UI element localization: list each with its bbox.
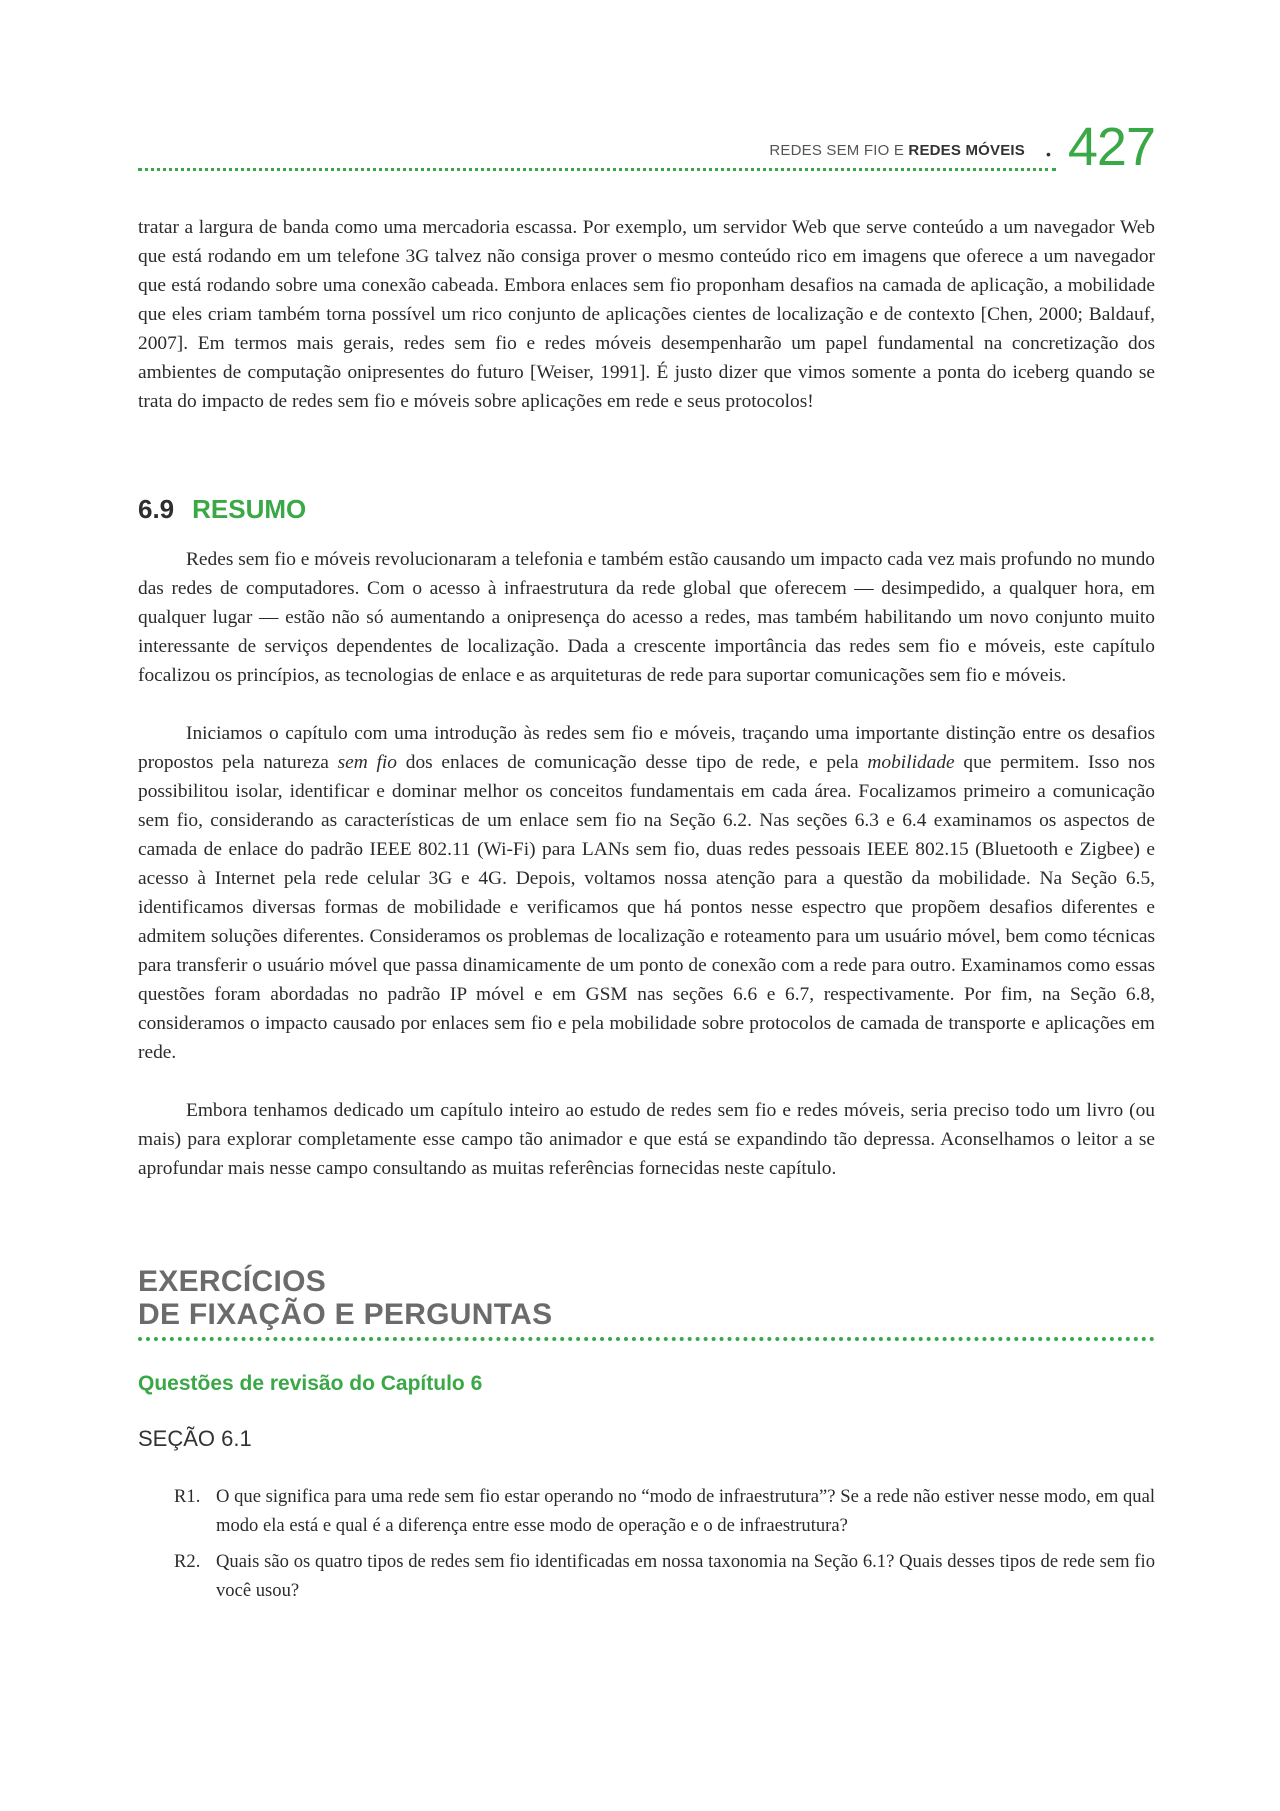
question-text: O que significa para uma rede sem fio estar operando no “modo de infraestrutura”? Se a rede não estiver nesse modo, em qual modo ela está e qual é a diferença entre esse modo de operação e o de infraestrutura?	[216, 1486, 1155, 1536]
summary-paragraph-1: Redes sem fio e móveis revolucionaram a telefonia e também estão causando um impacto cada vez mais profundo no mundo das redes de computadores. Com o acesso à infraestrutura da rede global que oferecem — desimpedido, a qualquer hora, em qualquer lugar — estão não só aumentando a onipresença do acesso a redes, mas também habilitando um novo conjunto muito interessante de serviços dependentes de localização. Dada a crescente importância das redes sem fio e móveis, este capítulo focalizou os princípios, as tecnologias de enlace e as arquiteturas de rede para suportar comunicações sem fio e móveis.	[138, 549, 1155, 686]
running-header	[138, 117, 1155, 177]
header-bullet: •	[1046, 146, 1051, 162]
exercises-dotted-rule	[138, 1337, 1155, 1341]
question-text: Quais são os quatro tipos de redes sem fio identificadas em nossa taxonomia na Seção 6.1? Quais desses tipos de rede sem fio você usou?	[216, 1551, 1155, 1601]
section-title: RESUMO	[192, 494, 307, 524]
chapter-title-bold: REDES MÓVEIS	[908, 142, 1025, 159]
section-heading-summary	[138, 494, 306, 525]
summary-paragraph-2-part-2: dos enlaces de comunicação desse tipo de rede, e pela	[397, 752, 868, 773]
summary-paragraph-3: Embora tenhamos dedicado um capítulo inteiro ao estudo de redes sem fio e redes móveis, seria preciso todo um livro (ou mais) para explorar completamente esse campo tão animador e que está se expandindo tão depressa. Aconselhamos o leitor a se aprofundar mais nesse campo consultando as muitas referências fornecidas neste capítulo.	[138, 1100, 1155, 1179]
question-number: R1.	[174, 1486, 201, 1507]
exercises-heading	[138, 1265, 552, 1331]
chapter-title	[769, 142, 1025, 159]
emphasis-sem-fio: sem fio	[337, 752, 397, 773]
exercises-heading-line-2: DE FIXAÇÃO E PERGUNTAS	[138, 1298, 553, 1331]
review-questions-heading: Questões de revisão do Capítulo 6	[138, 1372, 483, 1395]
intro-paragraph: tratar a largura de banda como uma mercadoria escassa. Por exemplo, um servidor Web que serve conteúdo a um navegador Web que está rodando em um telefone 3G talvez não consiga prover o mesmo conteúdo rico em imagens que oferece a um navegador que está rodando sobre uma conexão cabeada. Embora enlaces sem fio proponham desafios na camada de aplicação, a mobilidade que eles criam também torna possível um rico conjunto de aplicações cientes de localização e de contexto [Chen, 2000; Baldauf, 2007]. Em termos mais gerais, redes sem fio e redes móveis desempenharão um papel fundamental na concretização dos ambientes de computação onipresentes do futuro [Weiser, 1991]. É justo dizer que vimos somente a ponta do iceberg quando se trata do impacto de redes sem fio e móveis sobre aplicações em rede e seus protocolos!	[138, 217, 1155, 412]
summary-paragraph-2	[138, 719, 1155, 1067]
chapter-title-light: REDES SEM FIO E	[769, 142, 909, 159]
emphasis-mobilidade: mobilidade	[867, 752, 955, 773]
page-number: 427	[1067, 117, 1155, 177]
exercises-heading-line-1: EXERCÍCIOS	[138, 1265, 327, 1298]
summary-paragraph-2-part-1: Iniciamos o capítulo com uma introdução às redes sem fio e móveis, traçando uma importante distinção entre os desafios propostos pela natureza	[138, 723, 1155, 773]
question-r1	[174, 1482, 1155, 1540]
summary-paragraph-2-part-3: que permitem. Isso nos possibilitou isolar, identificar e dominar melhor os conceitos fundamentais em cada área. Focalizamos primeiro a comunicação sem fio, considerando as características de um enlace sem fio na Seção 6.2. Nas seções 6.3 e 6.4 examinamos os aspectos de camada de enlace do padrão IEEE 802.11 (Wi-Fi) para LANs sem fio, duas redes pessoais IEEE 802.15 (Bluetooth e Zigbee) e acesso à Internet pela rede celular 3G e 4G. Depois, voltamos nossa atenção para a questão da mobilidade. Na Seção 6.5, identificamos diversas formas de mobilidade e verificamos que há pontos nesse espectro que propõem desafios diferentes e admitem soluções diferentes. Consideramos os problemas de localização e roteamento para um usuário móvel, bem como técnicas para transferir o usuário móvel que passa dinamicamente de um ponto de conexão com a rede para outro. Examinamos como essas questões foram abordadas no padrão IP móvel e em GSM nas seções 6.6 e 6.7, respectivamente. Por fim, na Seção 6.8, consideramos o impacto causado por enlaces sem fio e pela mobilidade sobre protocolos de camada de transporte e aplicações em rede.	[138, 752, 1155, 1063]
question-number: R2.	[174, 1551, 201, 1572]
question-r2	[174, 1547, 1155, 1605]
section-number: 6.9	[138, 494, 175, 524]
header-dotted-rule	[138, 168, 1056, 171]
section-label: SEÇÃO 6.1	[138, 1426, 252, 1451]
